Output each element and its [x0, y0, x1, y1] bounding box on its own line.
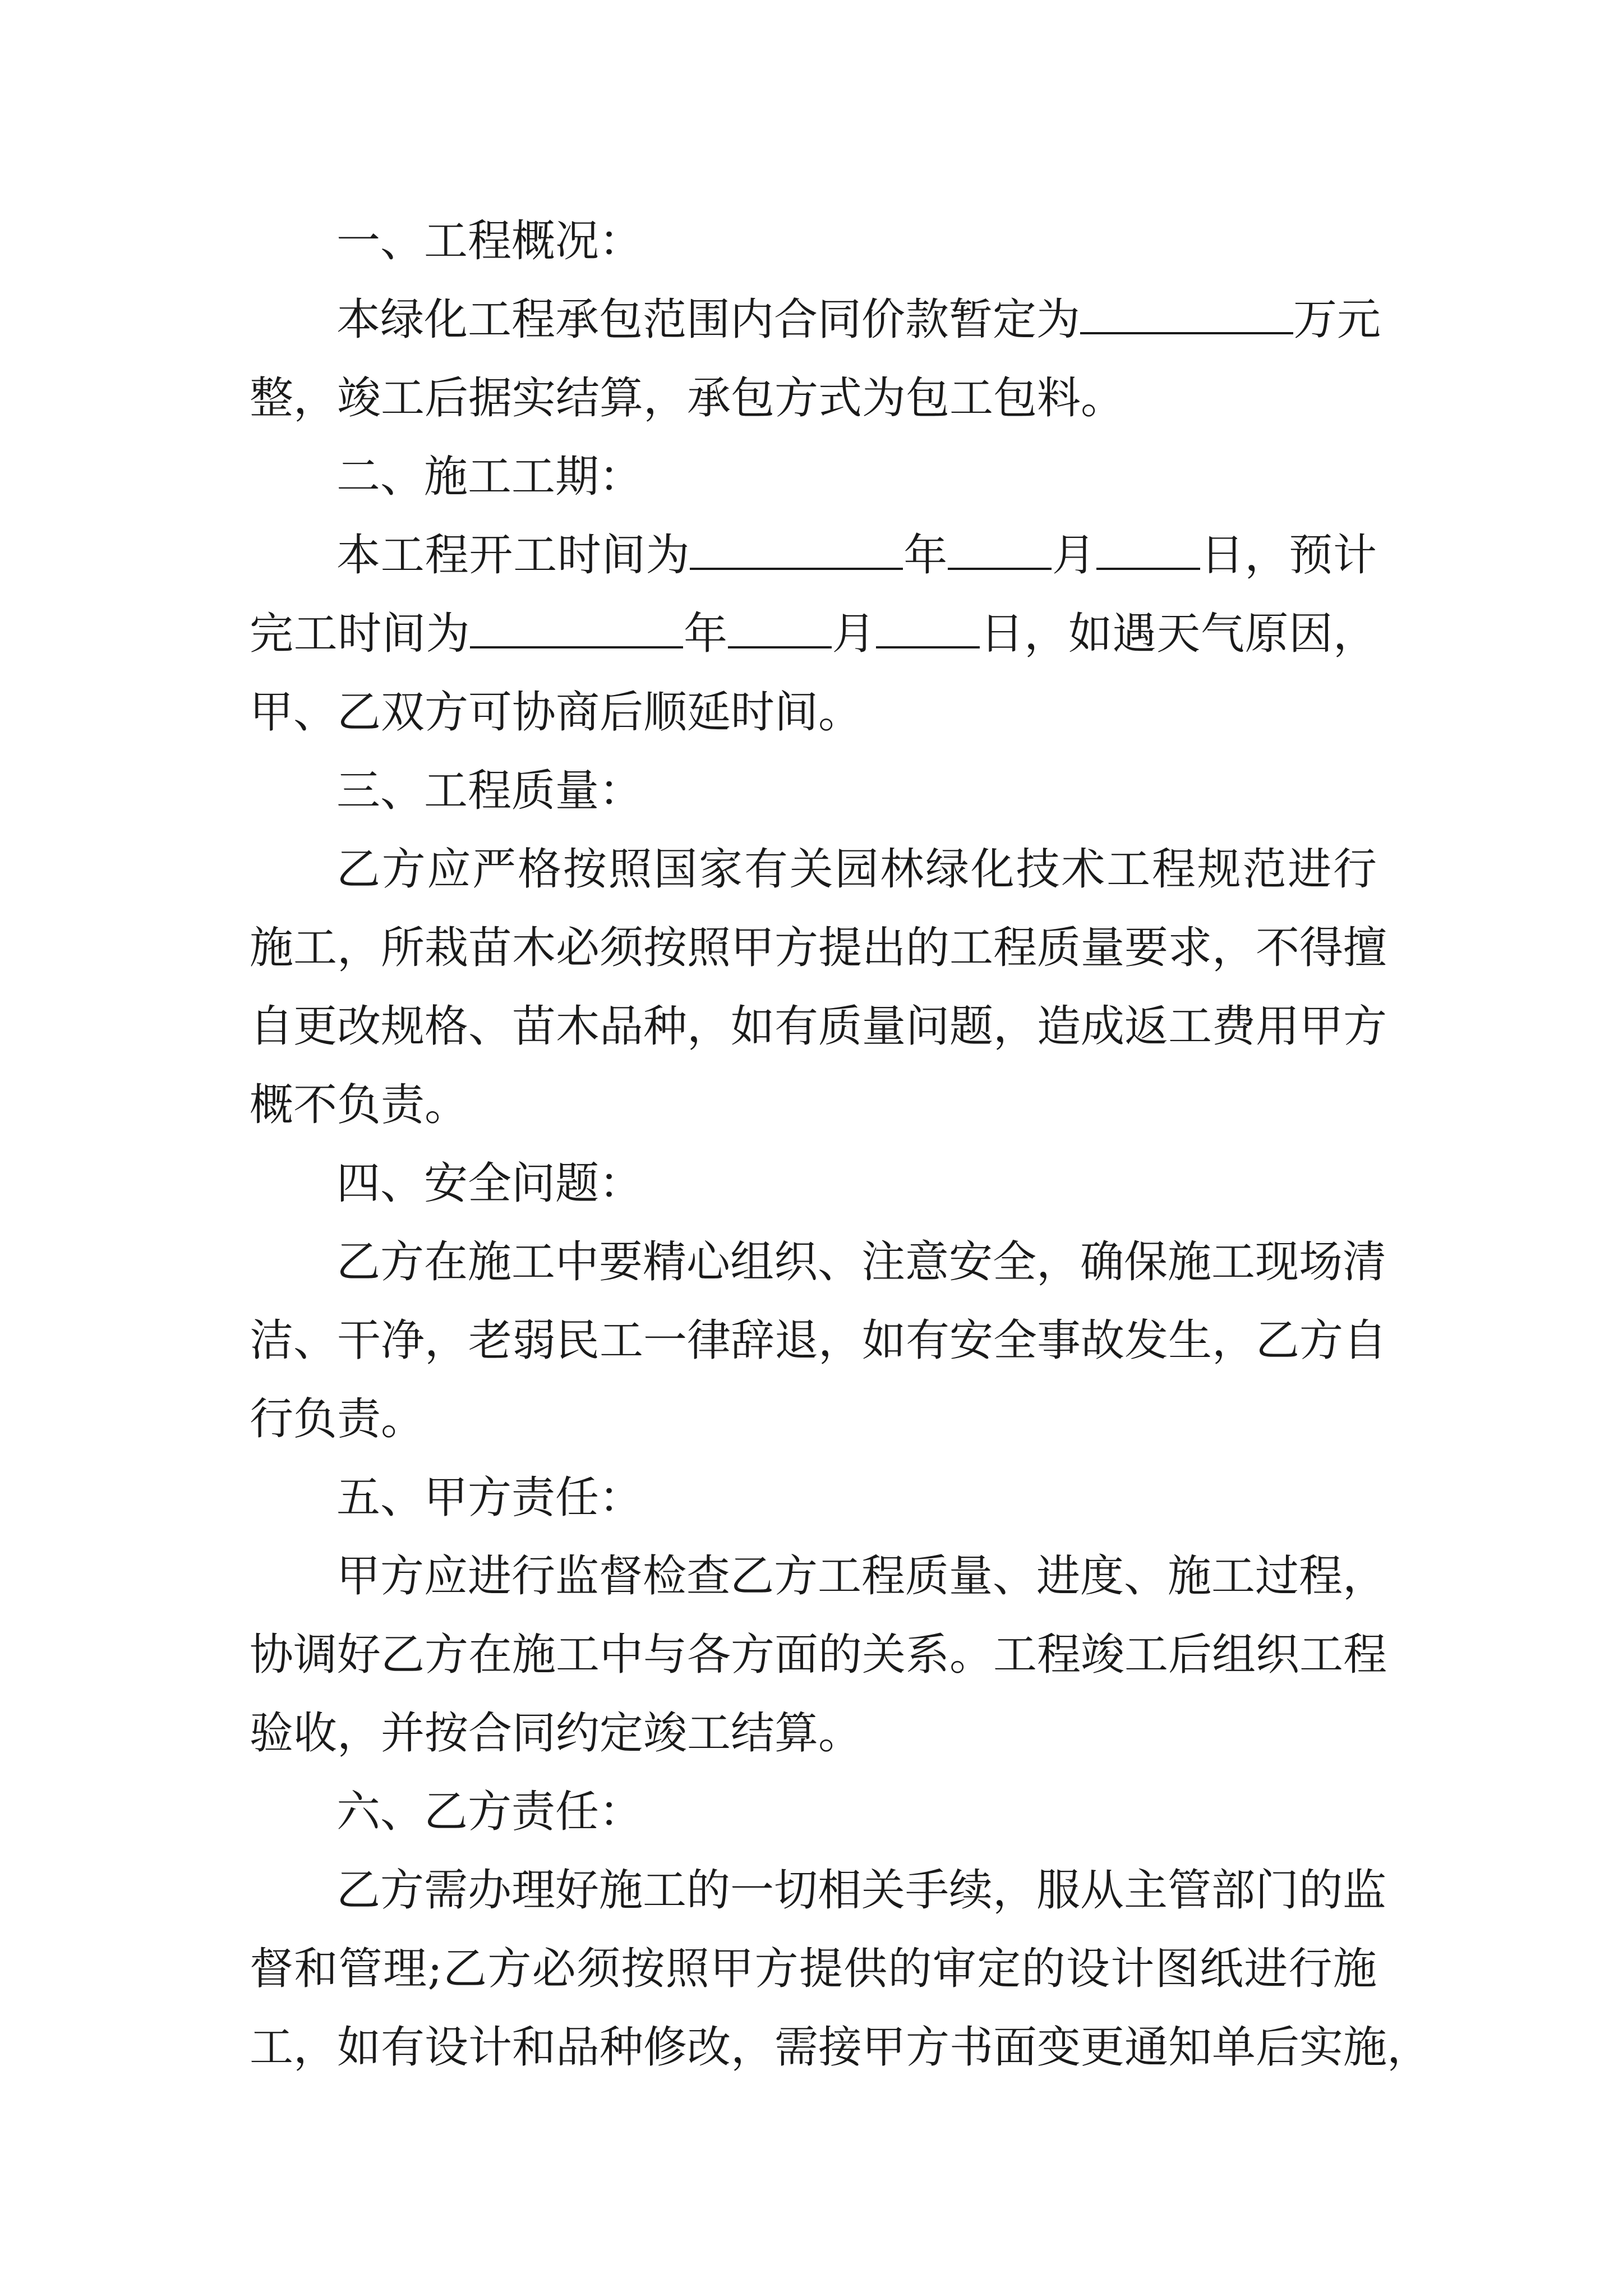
end-month-blank[interactable]: [728, 602, 832, 648]
section-5-paragraph-line-1: 甲方应进行监督检查乙方工程质量、进度、施工过程，: [336, 1551, 1387, 1602]
start-year-blank[interactable]: [690, 524, 903, 570]
section-3-heading: 三、工程质量：: [336, 766, 643, 816]
section-4-heading: 四、安全问题：: [336, 1158, 643, 1209]
section-3-paragraph-line-4: 概不负责。: [250, 1080, 469, 1130]
end-day-blank[interactable]: [876, 602, 980, 648]
section-2-paragraph-line-3: 甲、乙双方可协商后顺延时间。: [250, 687, 863, 738]
start-date-label: 本工程开工时间为: [336, 530, 690, 581]
start-day-blank[interactable]: [1096, 524, 1200, 570]
end-day-label: 日，如遇天气原因，: [979, 609, 1377, 659]
section-6-paragraph-line-3: 工，如有设计和品种修改，需接甲方书面变更通知单后实施，: [250, 2022, 1431, 2073]
section-1-heading: 一、工程概况：: [336, 216, 643, 266]
section-4-paragraph-line-1: 乙方在施工中要精心组织、注意安全，确保施工现场清: [336, 1237, 1387, 1287]
section-5-heading: 五、甲方责任：: [336, 1473, 643, 1523]
end-date-line: [250, 600, 1377, 668]
start-month-blank[interactable]: [948, 524, 1052, 570]
end-month-label: 月: [831, 609, 876, 659]
section-3-paragraph-line-1: 乙方应严格按照国家有关园林绿化技术工程规范进行: [336, 844, 1377, 895]
contract-price-unit: 万元: [1293, 295, 1381, 345]
section-5-paragraph-line-3: 验收，并按合同约定竣工结算。: [250, 1708, 863, 1759]
contract-price-blank[interactable]: [1080, 288, 1293, 334]
section-3-paragraph-line-2: 施工，所栽苗木必须按照甲方提出的工程质量要求，不得擅: [250, 923, 1387, 973]
section-1-paragraph-line-2: 整，竣工后据实结算，承包方式为包工包料。: [250, 373, 1125, 424]
section-6-heading: 六、乙方责任：: [336, 1787, 643, 1837]
contract-price-label: 本绿化工程承包范围内合同价款暂定为: [336, 295, 1081, 345]
end-year-blank[interactable]: [470, 602, 683, 648]
start-month-label: 月: [1052, 530, 1096, 581]
section-6-paragraph-line-1: 乙方需办理好施工的一切相关手续，服从主管部门的监: [336, 1865, 1387, 1916]
section-1-paragraph-line-1: [336, 286, 1381, 353]
start-date-line: [336, 522, 1377, 589]
section-6-paragraph-line-2: 督和管理;乙方必须按照甲方提供的审定的设计图纸进行施: [250, 1944, 1377, 1994]
section-3-paragraph-line-3: 自更改规格、苗木品种，如有质量问题，造成返工费用甲方: [250, 1001, 1387, 1052]
section-5-paragraph-line-2: 协调好乙方在施工中与各方面的关系。工程竣工后组织工程: [250, 1630, 1387, 1680]
end-year-label: 年: [683, 609, 728, 659]
start-year-label: 年: [903, 530, 948, 581]
section-4-paragraph-line-3: 行负责。: [250, 1394, 425, 1444]
section-2-heading: 二、施工工期：: [336, 452, 643, 502]
start-day-label: 日，预计: [1200, 530, 1377, 581]
section-4-paragraph-line-2: 洁、干净，老弱民工一律辞退，如有安全事故发生，乙方自: [250, 1315, 1387, 1366]
end-date-label: 完工时间为: [250, 609, 471, 659]
